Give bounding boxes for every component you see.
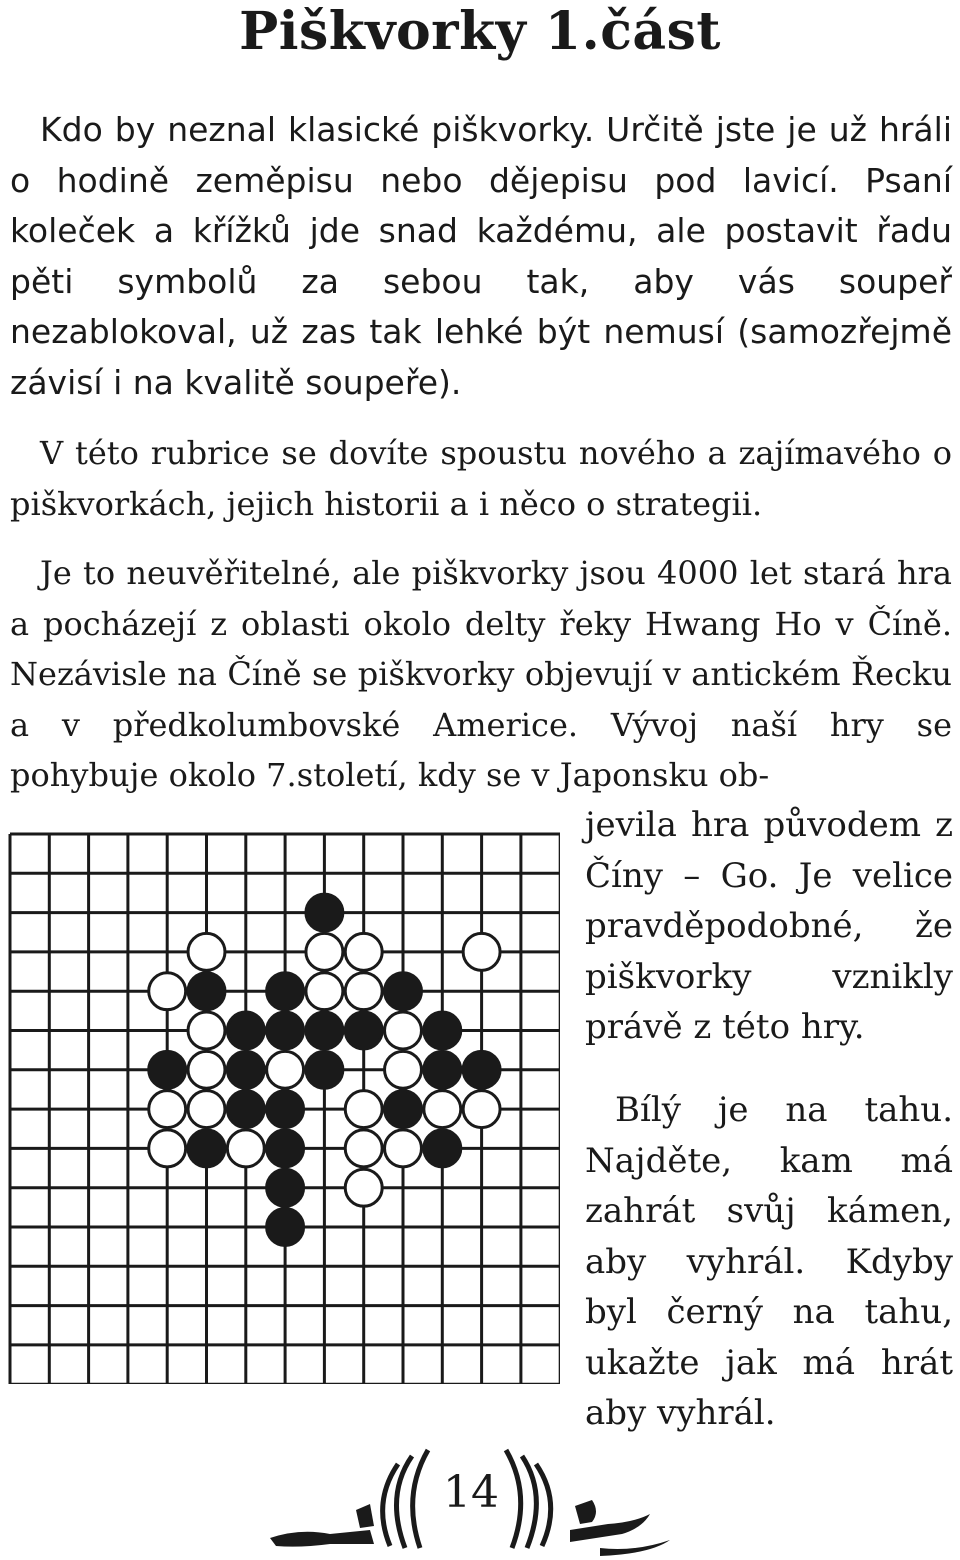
history-continuation: jevila hra původem z Číny – Go. Je velice pravděpodobné, že piškvorky vznikly právě z této hry.: [585, 805, 953, 1047]
page-number: 14: [443, 1467, 499, 1518]
black-stone: [267, 1169, 304, 1206]
black-stone: [267, 1091, 304, 1128]
white-stone: [385, 1130, 422, 1167]
history-paragraph: [10, 548, 952, 801]
rubric-paragraph-text: V této rubrice se dovíte spoustu nového a zajímavého o piškvorkách, jejich historii a i něco o strategii.: [10, 434, 952, 523]
black-stone: [227, 1051, 264, 1088]
white-stone: [149, 973, 186, 1010]
black-stone: [306, 894, 343, 931]
black-stone: [267, 1130, 304, 1167]
black-stone: [385, 1091, 422, 1128]
black-stone: [424, 1051, 461, 1088]
black-stone: [267, 1012, 304, 1049]
white-stone: [267, 1051, 304, 1088]
black-stone: [345, 1012, 382, 1049]
white-stone: [306, 973, 343, 1010]
gomoku-board: [8, 832, 560, 1384]
black-stone: [424, 1130, 461, 1167]
white-stone: [345, 1130, 382, 1167]
history-paragraph-text: Je to neuvěřitelné, ale piškvorky jsou 4000 let stará hra a pocházejí z oblasti okolo delty řeky Hwang Ho v Číně. Nezávisle na Číně se piškvorky objevují v antickém Řecku a v předkolumbovské Americe. Vývoj naší hry se pohybuje okolo 7.století, kdy se v Japonsku ob-: [10, 554, 952, 794]
white-stone: [424, 1091, 461, 1128]
black-stone: [424, 1012, 461, 1049]
white-stone: [463, 1091, 500, 1128]
page-title: Piškvorky 1.část: [239, 1, 721, 62]
white-stone: [463, 933, 500, 970]
black-stone: [267, 973, 304, 1010]
white-stone: [385, 1051, 422, 1088]
rubric-paragraph: [10, 428, 952, 529]
black-stone: [306, 1012, 343, 1049]
black-stone: [385, 973, 422, 1010]
white-stone: [149, 1130, 186, 1167]
white-stone: [188, 933, 225, 970]
black-stone: [227, 1091, 264, 1128]
black-stone: [188, 973, 225, 1010]
intro-paragraph: [10, 105, 952, 408]
white-stone: [345, 1169, 382, 1206]
white-stone: [345, 1091, 382, 1128]
white-stone: [149, 1091, 186, 1128]
white-stone: [345, 933, 382, 970]
white-stone: [188, 1012, 225, 1049]
black-stone: [227, 1012, 264, 1049]
black-stone: [149, 1051, 186, 1088]
white-stone: [188, 1051, 225, 1088]
black-stone: [188, 1130, 225, 1167]
intro-paragraph-text: Kdo by neznal klasické piškvorky. Určitě jste je už hráli o hodině zeměpisu nebo dějepisu pod lavicí. Psaní koleček a křížků jde snad každému, ale postavit řadu pěti symbolů za sebou tak, aby vás soupeř nezablokoval, už zas tak lehké být nemusí (samozřejmě závisí i na kvalitě soupeře).: [10, 110, 952, 402]
black-stone: [463, 1051, 500, 1088]
white-stone: [385, 1012, 422, 1049]
white-stone: [306, 933, 343, 970]
white-stone: [227, 1130, 264, 1167]
white-stone: [188, 1091, 225, 1128]
puzzle-instructions-text: Bílý je na tahu. Najděte, kam má zahrát svůj kámen, aby vyhrál. Kdyby byl černý na tahu, ukažte jak má hrát aby vyhrál.: [585, 1090, 953, 1433]
black-stone: [267, 1209, 304, 1246]
white-stone: [345, 973, 382, 1010]
black-stone: [306, 1051, 343, 1088]
puzzle-instructions: [585, 1085, 953, 1439]
